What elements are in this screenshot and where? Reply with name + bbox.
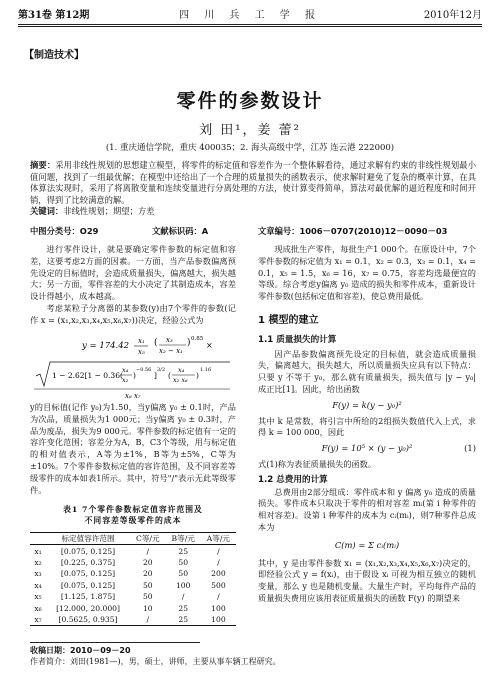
svg-text:x₄: x₄: [178, 366, 185, 374]
table-cell: x₇: [30, 614, 46, 626]
header-rule: [18, 24, 482, 25]
table-cell: 25: [166, 614, 201, 626]
table-cell: [0.075, 0.125]: [60, 580, 116, 590]
table-cell: x₅: [34, 592, 42, 602]
svg-text:x₅: x₅: [138, 348, 145, 356]
table-cell: 50: [142, 580, 153, 590]
table-cell: 50: [178, 569, 189, 579]
table-row: [30, 568, 236, 579]
table-row: [30, 557, 236, 568]
footnote-rule: [30, 642, 200, 643]
abstract-text: 采用非线性规划的思想建立模型，将零件的标定值和容差作为一个整体解看待，通过求解有约束的非线性规划最小值问题，找到了一组最优解；在模型中还给出了一个合理的质量损失的函数表示，使求解时避免了复杂的概率计算，在具体算法实现时，采用了将离散变量和连续变量进行分离处理的方法，使计算变得简单，算法对最优解的逼近程度和时间开销，得到了比较满意的解。: [30, 160, 476, 205]
table-caption-line2: 不同容差等级零件的成本: [84, 516, 182, 525]
table-cell: x₁: [34, 546, 42, 556]
table-cell: 100: [211, 603, 226, 613]
table-cell: /: [217, 546, 220, 556]
table-cell: /: [217, 592, 220, 602]
section-tag: 【制造技术】: [24, 50, 84, 61]
subsection-heading-1-1: 1.1 质量损失的计算: [258, 334, 337, 345]
svg-text:0.85: 0.85: [191, 336, 204, 342]
table-cell: [12.000, 20.000]: [56, 603, 120, 613]
svg-text:): ): [187, 338, 191, 348]
table-cell: /: [146, 546, 150, 556]
intro-paragraph: 进行零件设计，就是要确定零件参数的标定值和容差，这要考虑2方面的因素。一方面，当产品参数偏离预先设定的目标值时，会造成质量损失，偏离越大，损失越大；另一方面，零件容差的大小决定了其制造成本，容差设计得越小，成本越高。: [30, 244, 236, 302]
table-cell: /: [181, 592, 185, 602]
loss-paragraph: 因产品参数偏离预先设定的目标值，就会造成质量损失，偏离越大，损失越大，所以质量损失应具有以下特点：只要 y 不等于 y₀，那么就有质量损失，损失值与 |y − y₀| 成正比[1]。因此，给出函数: [258, 348, 476, 394]
empirical-formula: [30, 334, 236, 400]
table-header-cell: [30, 533, 46, 545]
subsection-heading-1-2: 1.2 总费用的计算: [258, 474, 328, 485]
svg-text:x₁: x₁: [138, 337, 145, 345]
table-cell: [0.075, 0.125]: [60, 569, 116, 579]
table-header-cell: 标定值容许范围: [46, 533, 130, 545]
svg-text:y = 174.42: y = 174.42: [82, 341, 130, 351]
table-caption-line1: 表1 7个零件参数标定值容许范围及: [63, 505, 203, 514]
table-cell: 50: [142, 592, 153, 602]
equation-1: F(y) = 10⁵ × (y − y₀)²: [321, 443, 413, 454]
abstract: [30, 160, 476, 218]
svg-text:): ): [196, 371, 199, 380]
table-cell: x₃: [34, 569, 42, 579]
table-cell: [0.225, 0.375]: [60, 557, 116, 567]
clc-number: 中图分类号：O29: [30, 226, 99, 236]
footnote: [30, 645, 476, 667]
equation-number: (1): [464, 443, 476, 454]
design-paragraph: 现成批生产零件，每批生产1 000个。在原设计中，7个零件参数的标定值为 x₁ = 0.1，x₂ = 0.3，x₃ = 0.1，x₄ = 0.1，x₅ = 1.5，x₆ = 16，x₇ = 0.75，容差均选最便宜的等级。综合考虑y偏离 y₀ 造成的损失和零件成本，重新设计零件参数(包括标定值和容差)，使总费用最低。: [258, 244, 476, 302]
affiliation: (1. 重庆通信学院，重庆 400035；2. 海头高级中学，江苏 连云港 222000): [105, 143, 395, 153]
table-row: [30, 614, 236, 626]
received-date: 收稿日期：2010－09－20: [30, 646, 131, 655]
table-header-cell: A等/元: [201, 533, 236, 545]
table-cell: 50: [178, 557, 189, 567]
header-rule-2: [18, 26, 482, 27]
parameter-table: [30, 532, 236, 626]
table-cell: 200: [211, 569, 226, 579]
svg-text:−0.56: −0.56: [136, 367, 152, 373]
svg-text:x₂: x₂: [122, 376, 129, 384]
equation-note: 式(1)称为表征质量损失的函数。: [258, 458, 377, 469]
table-cell: 20: [142, 569, 153, 579]
keywords-text: 非线性规划；期望；方差: [63, 206, 155, 217]
table-cell: x₆: [34, 603, 42, 613]
svg-text:): ): [133, 371, 136, 380]
section-heading-1: 1 模型的建立: [258, 314, 319, 326]
table-row: [30, 545, 236, 557]
right-column: [258, 244, 476, 605]
svg-text:x₂ x₆: x₂ x₆: [173, 376, 188, 384]
table-cell: 10: [142, 603, 153, 613]
table-header-cell: B等/元: [166, 533, 201, 545]
formula-graphic: [30, 334, 236, 400]
total-cost-paragraph: 总费用由2部分组成：零件成本和 y 偏离 y₀ 造成的质量损失。零件成本只取决于零件的相对容差 mᵢ(第 i 种零件的相对容差)。设第 i 种零件的成本为 cᵢ(mᵢ)，则7种零件总成本为: [258, 486, 476, 532]
table-cell: x₂: [34, 557, 42, 567]
table-cell: 100: [201, 614, 236, 626]
issue-date: 2010年12月: [423, 10, 482, 21]
table-cell: 25: [178, 603, 189, 613]
author-bio: 作者简介：刘田(1981—)，男，硕士，讲师，主要从事车辆工程研究。: [30, 657, 281, 666]
table-cell: 25: [178, 546, 189, 556]
svg-text:x₄: x₄: [122, 366, 129, 374]
svg-text:3/2: 3/2: [157, 367, 166, 373]
abstract-label: 摘要：: [30, 160, 56, 170]
total-cost-formula: C(m) = Σ cᵢ(mᵢ): [334, 539, 400, 550]
loss-function-formula: F(y) = k(y − y₀)²: [332, 399, 402, 410]
table-cell: [0.5625, 0.935]: [46, 614, 130, 626]
table-header-cell: C等/元: [130, 533, 166, 545]
table-cell: 500: [211, 580, 226, 590]
svg-text:1.16: 1.16: [200, 367, 212, 373]
problem-paragraph: 考虑某粒子分离器的某参数(y)由7个零件的参数(记作 x = (x₁,x₂,x₃,x₄,x₅,x₆,x₇))决定，经验公式为: [30, 302, 236, 325]
table-row: [30, 580, 236, 591]
table-cell: 100: [175, 580, 191, 590]
svg-text:]: ]: [154, 371, 157, 380]
authors: 刘 田¹，姜 蕾²: [199, 123, 301, 138]
table-row: [30, 602, 236, 613]
table-cell: /: [217, 557, 220, 567]
table-cell: /: [130, 614, 166, 626]
loss-function-equation: [258, 443, 476, 455]
svg-text:×: ×: [206, 341, 213, 350]
table-cell: [0.075, 0.125]: [60, 546, 116, 556]
table-cell: [1.125, 1.875]: [60, 592, 116, 602]
table-cell: x₄: [34, 580, 42, 590]
tolerance-paragraph: y的目标值(记作 y₀)为1.50，当y偏离 y₀ ± 0.1时，产品为次品，质量损失为1 000元；当y偏离 y₀ ± 0.3时，产品为废品，损失为9 000元。零件参数的标定值有一定的容许变化范围；容差分为A，B，C3个等级，用与标定值的相对值表示，A等为±1%，B等为±5%，C等为±10%。7个零件参数标定值的容许范围，及不同容差等级零件的成本如表1所示。其中，符号"/"表示无此等级零件。: [30, 402, 236, 495]
svg-text:1 − 2.62[1 − 0.36(: 1 − 2.62[1 − 0.36(: [52, 371, 123, 380]
expectation-paragraph: 其中，y 是由零件参数 x₁ = (x₁,x₂,x₃,x₄,x₅,x₆,x₇)决定的，即经验公式 y = f(xᵢ)，由于假设 xᵢ 可视为相互独立的随机变量，那么 y 也是随机变量。大量生产时，平均每件产品的质量损失费用应该用表征质量损失的函数 F(y) 的期望来: [258, 557, 476, 603]
svg-text:x₆ x₇: x₆ x₇: [125, 392, 141, 400]
document-code: 文献标识码：A: [152, 226, 209, 236]
keywords-label: 关键词：: [30, 206, 64, 217]
journal-name: 四 川 兵 工 学 报: [179, 10, 321, 21]
paper-title: 零件的参数设计: [176, 90, 324, 112]
table-row: [30, 591, 236, 602]
svg-text:(: (: [168, 371, 171, 380]
table-caption: [30, 504, 236, 526]
running-header: [18, 6, 482, 22]
svg-text:(: (: [154, 338, 158, 348]
svg-text:x₃: x₃: [166, 336, 173, 344]
table-cell: 20: [142, 557, 153, 567]
svg-text:x₂ − x₁: x₂ − x₁: [159, 347, 183, 355]
constant-paragraph: 其中 k 是常数，将引言中所给的2组损失数值代入上式，求得 k = 100 000，因此: [258, 415, 476, 438]
left-column: [30, 244, 236, 327]
article-id: 文章编号：1006－0707(2010)12－0090－03: [258, 226, 448, 236]
volume-issue: 第31卷 第12期: [18, 10, 90, 21]
table-header-row: [30, 533, 236, 545]
